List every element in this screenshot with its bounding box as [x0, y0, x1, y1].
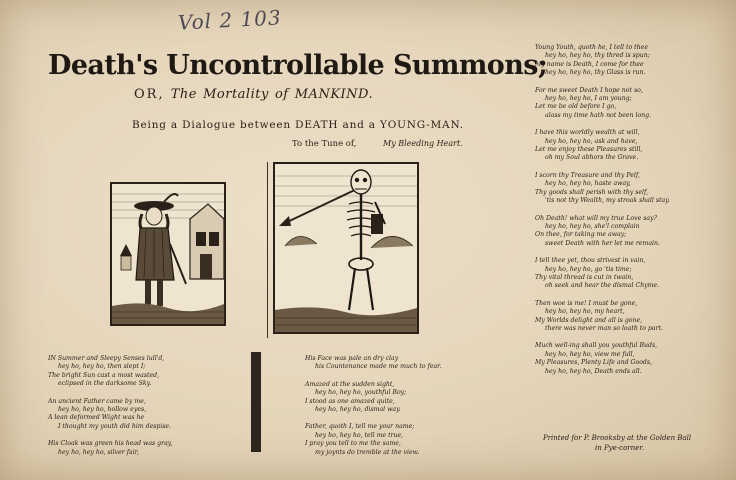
stanza: [535, 129, 670, 163]
imprint-line-1: Printed for P. Brooksby at the Golden Ball: [543, 434, 692, 442]
verse-line: Thy vital thread is cut in twain,: [535, 273, 634, 281]
verse-line: Then woe is me! I must be gone,: [535, 299, 638, 307]
ballad-title: Death's Uncontrollable Summons;: [48, 50, 548, 81]
stanza: [535, 87, 670, 121]
verse-line: hey ho, hey ho, my heart,: [545, 308, 625, 316]
verse-line: hey ho, hey ho, go 'tis time;: [545, 265, 632, 273]
subtitle-the: The: [170, 87, 197, 102]
verse-line: My name is Death, I come for thee: [535, 60, 644, 68]
verse-column-2: [305, 355, 441, 466]
verse-line: On thee, for taking me away;: [535, 231, 627, 239]
verse-line: hey ho, hey ho, tell me true,: [315, 431, 404, 439]
verse-line: hey ho, hey ho, thy Glass is run.: [545, 69, 646, 77]
stanza: [535, 44, 670, 78]
verse-line: I scorn thy Treasure and thy Pelf,: [535, 171, 640, 179]
stanza: [535, 300, 670, 334]
verse-line: An ancient Father came by me,: [48, 397, 146, 405]
tune-name: My Bleeding Heart.: [383, 139, 463, 148]
verse-line: hey ho, hey ho, hollow eyes,: [58, 406, 147, 414]
death-skeleton-engraving: [275, 164, 417, 332]
woodcut-young-man: [110, 182, 226, 326]
woodcut-death-skeleton: [273, 162, 419, 334]
tune-label: To the Tune of,: [292, 139, 357, 149]
verse-line: oh seek and hear the dismal Chyme.: [545, 282, 660, 290]
verse-line: Father, quoth I, tell me your name;: [305, 423, 415, 431]
dialogue-line: Being a Dialogue between DEATH and a YOUNG-MAN.: [132, 119, 464, 131]
verse-line: hey ho, hey ho, then slept I;: [58, 363, 146, 371]
stanza: [48, 440, 172, 457]
verse-line: oh my Soul abhors the Grave.: [545, 154, 639, 162]
verse-line: His Face was pale an dry clay: [305, 355, 399, 362]
verse-line: alass my time hath not been long.: [545, 111, 652, 119]
verse-line: Let me be old before I go,: [535, 103, 617, 111]
verse-line: hey ho, hey ho, view me full,: [545, 350, 635, 358]
verse-line: IN Summer and Sleepy Senses lull'd,: [48, 355, 165, 362]
shelfmark-annotation: Vol 2 103: [177, 5, 283, 35]
verse-column-1: [48, 355, 172, 466]
verse-line: there was never man so loath to part.: [545, 324, 664, 332]
verse-line: sweet Death with her let me remain.: [545, 239, 660, 247]
stanza: [305, 355, 441, 372]
verse-column-3: [535, 44, 670, 385]
verse-line: I have this worldly wealth at will,: [535, 129, 640, 137]
stanza: [535, 172, 670, 206]
stanza: [48, 398, 172, 432]
verse-line: eclipsed in the darksome Sky.: [58, 380, 152, 388]
verse-line: his Countenance made me much to fear.: [315, 363, 442, 371]
stanza: [305, 423, 441, 457]
verse-line: I tell thee yet, thou strivest in vain,: [535, 257, 646, 265]
black-ornament-bar: [251, 352, 261, 452]
subtitle-mortality: Mortality: [203, 87, 269, 102]
stanza: [535, 215, 670, 249]
stanza: [535, 257, 670, 291]
verse-line: The bright Sun cast a most wasted,: [48, 371, 160, 379]
stanza: [535, 342, 670, 376]
verse-line: hey ho, hey ho, haste away,: [545, 180, 631, 188]
imprint-line-2: in Pye-corner.: [595, 444, 645, 452]
verse-line: Thy goods shall perish with thy self,: [535, 188, 649, 196]
verse-line: Amazed at the sudden sight,: [305, 380, 395, 388]
subtitle-or: OR,: [134, 87, 165, 102]
stanza: [305, 381, 441, 415]
verse-line: My Pleasures, Plenty Life and Goods,: [535, 359, 653, 367]
subtitle-of: of: [274, 87, 289, 102]
verse-line: hey ho, hey ho, ask and have,: [545, 137, 638, 145]
verse-line: Young Youth, quoth he, I tell to thee: [535, 44, 648, 51]
young-man-engraving: [112, 184, 224, 324]
verse-line: hey ho, hey ho, dismal way.: [315, 406, 401, 414]
subtitle-mankind: MANKIND.: [294, 87, 374, 102]
verse-line: I stood as one amazed quite,: [305, 397, 395, 405]
verse-line: For me sweet Death I hope not so,: [535, 86, 643, 94]
printer-imprint: [543, 433, 691, 453]
verse-line: Let me enjoy these Pleasures still,: [535, 146, 643, 154]
verse-line: my joynts do tremble at the view.: [315, 448, 420, 456]
verse-line: His Cloak was green his head was gray,: [48, 440, 173, 448]
verse-line: 'tis not thy Wealth, my stroak shall stay.: [545, 197, 670, 205]
verse-line: I pray you tell to me the same,: [305, 440, 401, 448]
stanza: [48, 355, 172, 389]
verse-line: Much well-ing shall you youthful Buds,: [535, 342, 658, 350]
verse-line: hey ho, hey ho, silver fair,: [58, 448, 139, 456]
column-divider-rule: [267, 162, 268, 338]
verse-line: Oh Death! what will my true Love say?: [535, 214, 657, 222]
ballad-subtitle: [134, 87, 373, 102]
verse-line: My Worlds delight and all is gone,: [535, 316, 643, 324]
verse-line: hey ho, hey ho, I am young;: [545, 95, 632, 103]
verse-line: I thought my youth did him despise.: [58, 422, 172, 430]
verse-line: hey ho, hey ho, she'l complain: [545, 222, 640, 230]
verse-line: hey ho, hey ho, youthful Boy;: [315, 389, 407, 397]
verse-line: hey ho, hey ho, Death ends all.: [545, 367, 642, 375]
verse-line: A lean deformed Wight was he: [48, 414, 145, 422]
verse-line: hey ho, hey ho, thy thred is spun;: [545, 52, 650, 60]
